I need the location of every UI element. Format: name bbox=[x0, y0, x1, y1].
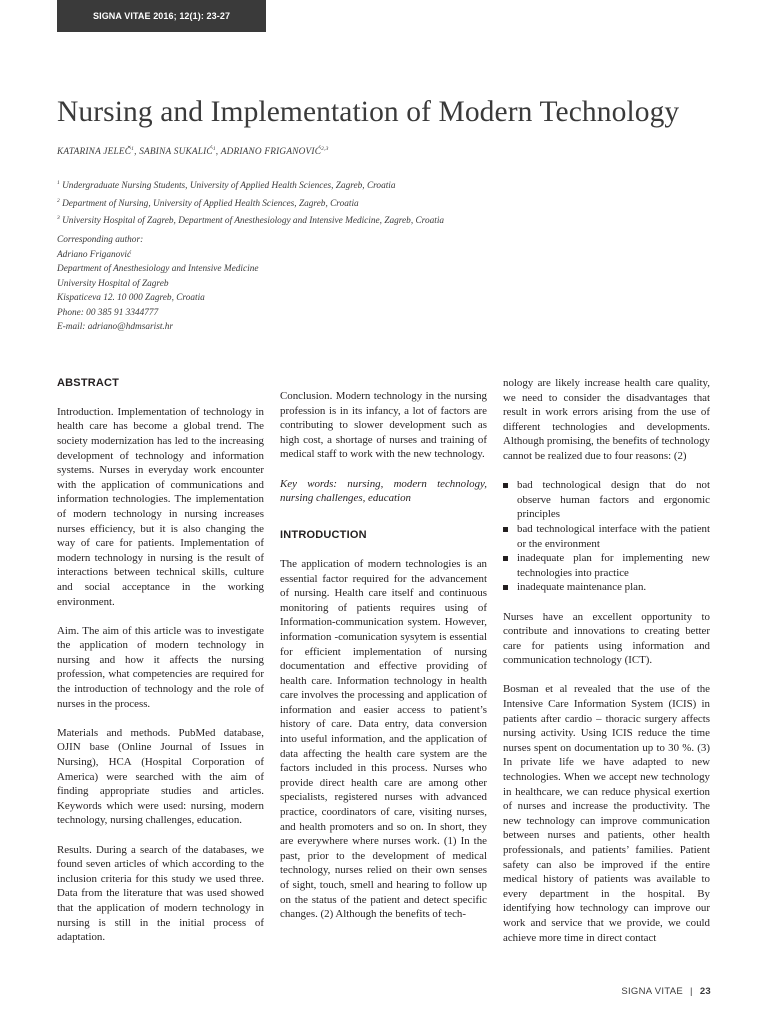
author-affiliation-mark: 2,3 bbox=[321, 146, 329, 152]
bullet-icon bbox=[503, 556, 508, 561]
footer-separator: | bbox=[690, 986, 693, 997]
list-item bbox=[503, 522, 710, 551]
affiliation-text: Department of Nursing, University of Applied Health Sciences, Zagreb, Croatia bbox=[62, 198, 359, 209]
introduction-paragraph-2: Nurses have an excellent opportunity to contribute and innovations to creating better care for patients using information and communication technology (ICT). bbox=[503, 610, 710, 667]
corresponding-institution: University Hospital of Zagreb bbox=[57, 278, 169, 289]
author-affiliation-mark: 1 bbox=[212, 146, 216, 152]
abstract-heading: ABSTRACT bbox=[57, 377, 120, 389]
list-item-text: bad technological design that do not observe human factors and ergonomic principles bbox=[517, 479, 710, 521]
corresponding-phone: Phone: 00 385 91 3344777 bbox=[57, 307, 159, 318]
abstract-results: Results. During a search of the databases, we found seven articles of which according to the inclusion criteria for this study we used three. Data from the literature that was used showed that the application of modern technology in nursing is still in the initial process of adaptation. bbox=[57, 843, 264, 944]
article-title: Nursing and Implementation of Modern Technology bbox=[57, 96, 680, 128]
text-column-1 bbox=[57, 376, 264, 959]
corresponding-name: Adriano Friganović bbox=[57, 249, 132, 260]
affiliation bbox=[57, 194, 444, 212]
author-list: KATARINA JELEČ$^1$, SABINA SUKALIĆ$^1$, ADRIANO FRIGANOVIĆ$^{2,3}$ bbox=[57, 146, 329, 158]
abstract-introduction: Introduction. Implementation of technology in health care has become a global trend. The society modernization has led to the increasing development of technology and information systems. Nurses in everyday work encounter with the application of communications and information technologies. The implementation of modern technology in nursing increases nurses efficiency, but it is also changing the way of care for patients. Implementation of modern technology in nursing is the result of interactions between technical skills, culture and social acceptance in the working environment. bbox=[57, 405, 264, 608]
introduction-paragraph-1: The application of modern technologies is an essential factor required for the advancement of nursing. Health care itself and continuous monitoring of patients requires using of Information-communication system. However, information -comunication sysytem is essential for efficient implementation of nursing documentation and effective providing of health care. Information technology in health care involves the processing and application of information and easier access to patient’s history of care. Data entry, data conversion into useful information, and the application of data affecting the health care system are the factors included in this process. Nurses who provide direct health care are among other specialists, registered nurses with advanced practice, coordinators of care, visiting nurses, and health promoters and so on. In short, they are everywhere where nurses work. (1) In the past, prior to the development of medical technology, nurses relied on their own senses of sight, touch, smell and hearing to follow up on the status of the patient and detect specific changes. (2) Although the benefits of tech- bbox=[280, 557, 487, 921]
list-item-text: inadequate maintenance plan. bbox=[517, 581, 647, 594]
affiliation-text: Undergraduate Nursing Students, University of Applied Health Sciences, Zagreb, Croatia bbox=[62, 181, 396, 192]
corresponding-department: Department of Anesthesiology and Intensive Medicine bbox=[57, 264, 259, 274]
affiliation bbox=[57, 176, 444, 194]
bullet-icon bbox=[503, 483, 508, 488]
author-affiliation-mark: 1 bbox=[131, 146, 135, 152]
affiliation-mark: 2 bbox=[57, 197, 60, 204]
bullet-icon bbox=[503, 585, 508, 590]
list-item bbox=[503, 580, 710, 595]
journal-citation-tab: SIGNA VITAE 2016; 12(1): 23-27 bbox=[57, 0, 266, 32]
abstract-methods: Materials and methods. PubMed database, OJIN base (Online Journal of Issues in Nursing), HCA (Hospital Corporation of America) were searched with the aim of finding appropriate studies and articles. Keywords which were used: nursing, modern technology, nursing challenges, education. bbox=[57, 726, 264, 827]
corresponding-address: Kispaticeva 12. 10 000 Zagreb, Croatia bbox=[57, 293, 205, 303]
page-number: 23 bbox=[699, 986, 711, 997]
introduction-paragraph-3: Bosman et al revealed that the use of the Intensive Care Information System (ICIS) in patients after cardio – thoracic surgery affects nursing activity. Using ICIS reduce the time nurses spent on documentation up to 30 %. (3) In private life we have adapted to new technologies. When we accept new technology in healthcare, we can reduce physical exertion of nurses and increase the productivity. The new technology can improve communication between nurses and patients, other health professionals, and patients’ families. Patient safety can also be improved if the entire medical history of patients was available to every department in the hospital. By identifying how technology can improve our work and service that we provide, we could achieve more time in direct contact bbox=[503, 683, 710, 944]
affiliation-text: University Hospital of Zagreb, Department of Anesthesiology and Intensive Medicine, Zagreb, Croatia bbox=[62, 216, 445, 227]
page-footer bbox=[621, 986, 711, 997]
corresponding-email: E-mail: adriano@hdmsarist.hr bbox=[57, 322, 173, 332]
introduction-heading: INTRODUCTION bbox=[280, 528, 367, 541]
author-name: SABINA SUKALIĆ bbox=[139, 147, 213, 158]
introduction-paragraph-1-continued: nology are likely increase health care quality, we need to consider the disadvantages that result in work errors arising from the use of different technologies and developments. Although promising, the benefits of technology cannot be realized due to four reasons: (2) bbox=[503, 377, 710, 462]
text-column-3 bbox=[503, 376, 710, 960]
footer-journal-name: SIGNA VITAE bbox=[621, 986, 684, 997]
reasons-list bbox=[503, 478, 710, 595]
list-item-text: inadequate plan for implementing new technologies into practice bbox=[517, 552, 710, 579]
abstract-aim: Aim. The aim of this article was to investigate the application of modern technology in nursing and how it affects the nursing profession, what competencies are required for the introduction of technology and the role of nurses in the process. bbox=[57, 624, 264, 710]
list-item-text: bad technological interface with the patient or the environment bbox=[517, 522, 710, 550]
text-column-2 bbox=[280, 389, 487, 936]
bullet-icon bbox=[503, 527, 508, 532]
author-name: ADRIANO FRIGANOVIĆ bbox=[220, 147, 322, 158]
affiliation-list bbox=[57, 176, 444, 229]
corresponding-author-block bbox=[57, 233, 258, 335]
abstract-conclusion: Conclusion. Modern technology in the nursing profession is in its infancy, a lot of factors are contributing to slower development such as high cost, a shortage of nurses and training of medical staff to work with the new technology. bbox=[280, 390, 487, 461]
affiliation-mark: 1 bbox=[57, 180, 60, 186]
affiliation bbox=[57, 211, 444, 229]
list-item bbox=[503, 478, 710, 522]
list-item bbox=[503, 551, 710, 580]
keywords: Key words: nursing, modern technology, nursing challenges, education bbox=[280, 477, 487, 505]
author-name: KATARINA JELEČ bbox=[57, 147, 132, 158]
affiliation-mark: 3 bbox=[57, 215, 60, 222]
corresponding-label: Corresponding author: bbox=[57, 235, 144, 245]
